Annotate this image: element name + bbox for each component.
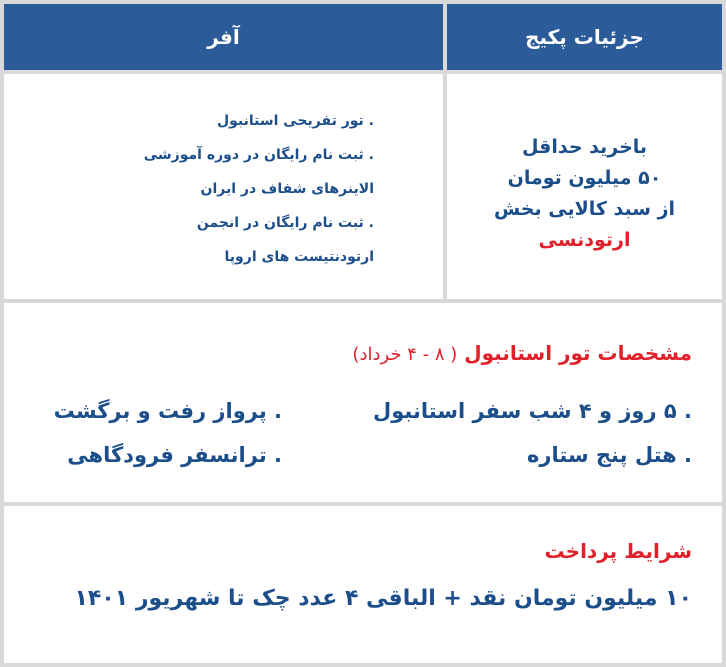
package-details-cell [447,74,722,299]
spec-item: . ۵ روز و ۴ شب سفر استانبول [373,399,692,423]
header-package-details [447,4,722,70]
package-details-text [447,132,722,256]
spec-item: . پرواز رفت و برگشت [53,399,282,423]
offer-cell [4,74,443,299]
tour-specs-cell [4,303,722,502]
payment-terms-title: شرایط پرداخت [544,539,692,563]
offer-item: . ثبت نام رایگان در دوره آموزشی [143,147,374,163]
tour-specs-date: ( ۸ - ۴ خرداد) [352,344,458,365]
header-offer-label: آفر [207,25,240,49]
header-offer [4,4,443,70]
details-line: باخرید حداقل [521,136,648,158]
offer-item: ارتودنتیست های اروپا [224,249,374,265]
offer-item: الاینرهای شفاف در ایران [200,181,374,197]
header-package-details-label: جزئیات پکیج [525,25,644,49]
details-line: ۵۰ میلیون تومان [507,167,662,189]
spec-item: . هتل پنج ستاره [527,443,692,467]
tour-specs-title [352,341,692,365]
details-category: ارتودنسی [538,229,631,251]
details-line: از سبد کالایی بخش [493,198,676,220]
offer-list [74,104,374,274]
tour-specs-title-text: مشخصات تور استانبول [464,341,692,365]
offer-item: . ثبت نام رایگان در انجمن [196,215,374,231]
offer-item: . تور تفریحی استانبول [216,113,374,129]
spec-item: . ترانسفر فرودگاهی [67,443,282,467]
payment-terms-text: ۱۰ میلیون تومان نقد + الباقی ۴ عدد چک تا شهریور ۱۴۰۱ [74,586,692,611]
payment-terms-cell [4,506,722,663]
